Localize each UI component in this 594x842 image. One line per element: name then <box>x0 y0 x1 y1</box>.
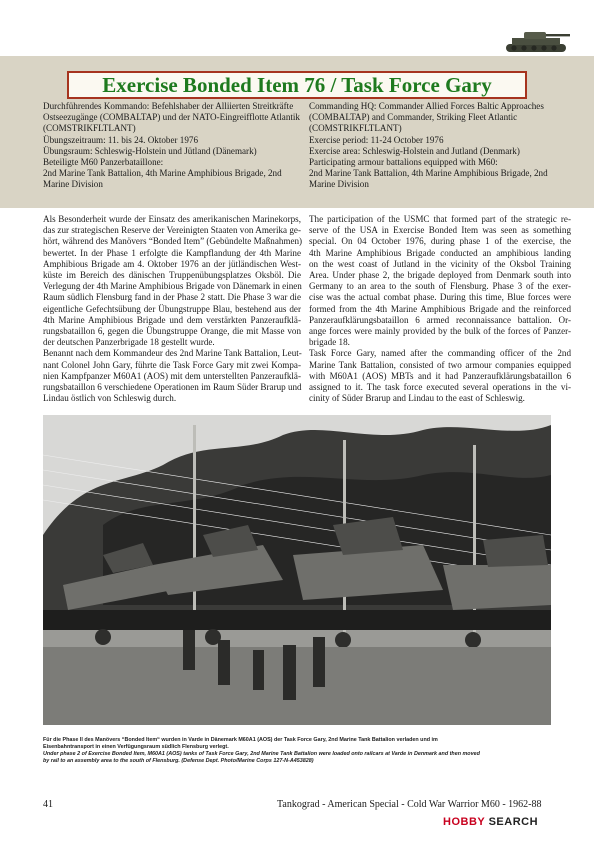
body-line: nant Colonel John Gary, führte die Task Force Gary mit zwei Kompa- <box>43 359 301 370</box>
body-line: hört, während des Manövers “Bonded Item” (Gebündelte Maßnahmen) <box>43 236 303 247</box>
info-line: (COMBALTAP) and Commander, Striking Fleet Atlantic <box>309 112 518 123</box>
page-number: 41 <box>43 799 53 810</box>
info-line: 2nd Marine Tank Battalion, 4th Marine Amphibious Brigade, 2nd <box>43 168 282 179</box>
info-line: (COMSTRIKFLTLANT) <box>43 123 136 134</box>
info-line: Übungszeitraum: 11. bis 24. Oktober 1976 <box>43 134 198 145</box>
exercise-info-german <box>43 101 301 191</box>
info-line: Beteiligte M60 Panzerbataillone: <box>43 157 164 168</box>
info-line: Commanding HQ: Commander Allied Forces Baltic Approaches <box>309 101 544 111</box>
body-line: special. On 04 October 1976, during phase 1 of the exercise, the <box>309 236 571 247</box>
body-line: Raum südlich Flensburg fand in der Phase 2 statt. Die Phase 3 war die <box>43 292 301 303</box>
body-line: Lindau östlich von Schleswig durch. <box>43 393 177 404</box>
info-line: Marine Division <box>309 179 369 190</box>
body-line: serve of the USA in Exercise Bonded Item was seen as something <box>309 225 571 236</box>
caption-line-german: Für die Phase II des Manövers “Bonded Item“ wurden in Varde in Dänemark M60A1 (AOS) der Task Force Gary, 2nd Marine Tank Battalion verladen und im <box>43 737 438 743</box>
body-line: Benannt nach dem Kommandeur des 2nd Marine Tank Battalion, Leut- <box>43 348 302 359</box>
body-line: ange forces were mainly provided by the bulk of the forces of Panzer- <box>309 326 571 337</box>
body-text-english <box>309 214 571 404</box>
info-line: Participating armour battalions equipped with M60: <box>309 157 498 168</box>
body-line: Amphibious Brigade am 4. Oktober 1976 an der jütländischen West- <box>43 258 301 269</box>
body-line: bewertet. In der Phase 1 erfolgte die Kampflandung der 4th Marine <box>43 247 301 258</box>
body-line: Panzeraufklärungsbataillon 6 armed reconnaissance battalion. Or- <box>309 314 571 325</box>
info-line: Ostseezugänge (COMBALTAP) und der NATO-Eingreifflotte Atlantik <box>43 112 300 123</box>
hobby-search-watermark <box>443 816 538 828</box>
body-line: brigade 18. <box>309 337 350 348</box>
body-line: Germany to an area to the south of Flensburg. Phase 3 of the exer- <box>309 281 571 292</box>
tank-icon <box>502 28 572 54</box>
body-line: 4th Marine Amphibious Brigade und dem verstärkten Panzeraufklä- <box>43 314 301 325</box>
body-line: Task Force Gary, named after the commanding officer of the 2nd <box>309 348 571 359</box>
body-line: der deutschen Panzerbrigade 18 gestellt wurde. <box>43 337 215 348</box>
body-line: Als Besonderheit wurde der Einsatz des amerikanischen Marinekorps, <box>43 214 301 224</box>
caption-line-english: Under phase 2 of Exercise Bonded Item, M60A1 (AOS) tanks of Task Force Gary, 2nd Marine Tank Battalion were loaded onto railcars at Varde in Denmark and then moved <box>43 751 480 757</box>
running-title: Tankograd - American Special - Cold War Warrior M60 - 1962-88 <box>277 799 542 810</box>
body-text-german <box>43 214 301 404</box>
body-line: eigentliche Gefechtsübung der Übungstruppe Blau, bestehend aus der <box>43 303 301 314</box>
body-line: with M60A1 (AOS) MBTs and it had Panzeraufklärungsbataillon 6 <box>309 370 571 381</box>
body-line: 4th Marine Amphibious Brigade conducted an amphibious landing <box>309 247 571 258</box>
body-line: assigned to it. The task force executed several operations in the vi- <box>309 382 571 393</box>
caption-line-german: Eisenbahntransport in einen Verfügungsraum südlich Flensburg verlegt. <box>43 744 229 750</box>
info-line: Durchführendes Kommando: Befehlshaber der Alliierten Streitkräfte <box>43 101 294 111</box>
watermark-word: SEARCH <box>488 816 539 828</box>
watermark-brand: HOBBY <box>443 816 486 828</box>
info-line: 2nd Marine Tank Battalion, 4th Marine Amphibious Brigade, 2nd <box>309 168 548 179</box>
info-line: Exercise area: Schleswig-Holstein and Jutland (Denmark) <box>309 145 520 156</box>
info-line: Übungsraum: Schleswig-Holstein und Jütland (Dänemark) <box>43 145 257 156</box>
body-line: Area. Under phase 2, the brigade deployed from Denmark south into <box>309 270 571 281</box>
photo-caption <box>43 737 553 765</box>
body-line: on the west coast of Jutland in the vicinity of the Oksbol Training <box>309 258 571 269</box>
info-line: Exercise period: 11-24 October 1976 <box>309 134 444 145</box>
exercise-info-english <box>309 101 571 191</box>
body-line: küste im Bereich des dänischen Truppenübungsplatzes Oksböl. Die <box>43 270 301 281</box>
info-line: Marine Division <box>43 179 103 190</box>
body-line: nien Kampfpanzer M60A1 (AOS) mit dem unterstellten Panzeraufklä- <box>43 370 301 381</box>
info-line: (COMSTRIKFLTLANT) <box>309 123 402 134</box>
body-line: Verlegung der 4th Marine Amphibious Brigade von Dänemark in einen <box>43 281 302 292</box>
body-line: rungsbataillon 6, gegen die Übungstruppe Orange, die mit Masse von <box>43 326 301 337</box>
body-line: Marine Tank Battalion, consisted of two armour companies equipped <box>309 359 571 370</box>
body-line: cinity of Süder Brarup and Lindau to the east of Schleswig. <box>309 393 525 404</box>
tanks-on-railcars-photo <box>43 415 551 725</box>
body-line: cise was the actual combat phase. During this time, Blue forces were <box>309 292 571 303</box>
body-line: The participation of the USMC that formed part of the strategic re- <box>309 214 571 224</box>
page-title: Exercise Bonded Item 76 / Task Force Gary <box>67 71 527 99</box>
body-line: formed from the 4th Marine Amphibious Brigade and the reinforced <box>309 303 571 314</box>
body-line: das zur strategischen Reserve der Vereinigten Staaten von Amerika ge- <box>43 225 301 236</box>
body-line: rungsbataillon 6 verschiedene Operationen im Raum Süder Brarup und <box>43 382 302 393</box>
caption-line-english: by rail to an assembly area to the south of Flensburg. (Defense Dept. Photo/Marine Corps 127-N-A453828) <box>43 758 314 764</box>
